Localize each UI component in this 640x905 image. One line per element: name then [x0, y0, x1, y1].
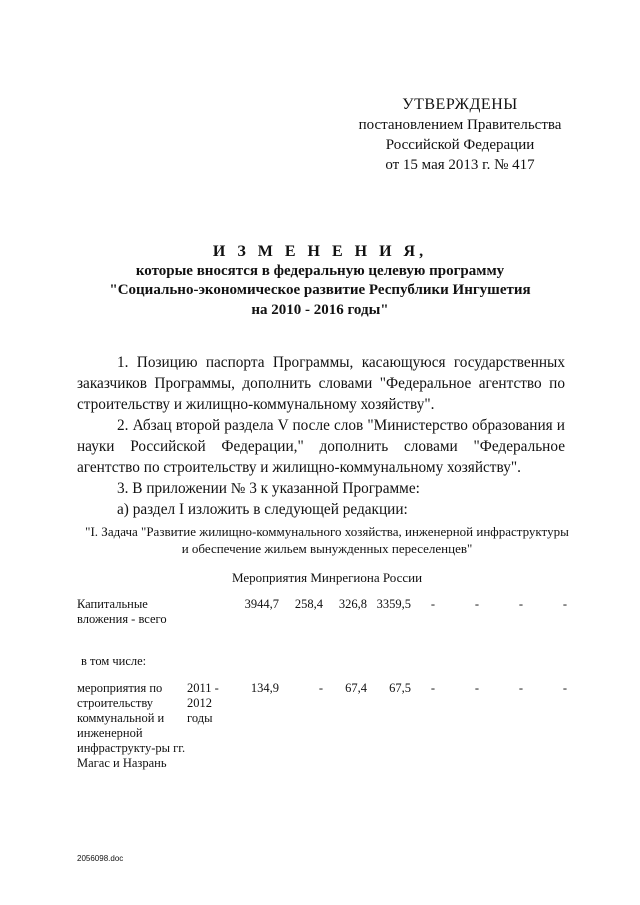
- row-label: мероприятия по строительству коммунальной и инженерной инфраструкту-ры гг. Магас и Назрань: [77, 681, 186, 770]
- value-cell: 258,4: [294, 597, 323, 611]
- approval-line: Российской Федерации: [385, 137, 535, 153]
- title-line: "Социально-экономическое развитие Республики Ингушетия: [109, 282, 531, 298]
- paragraph-3: 3. В приложении № 3 к указанной Программе:: [117, 480, 420, 497]
- value-cell: 134,9: [250, 681, 279, 695]
- value-cell: -: [474, 681, 480, 695]
- approval-line: постановлением Правительства: [358, 117, 562, 133]
- document-body: [77, 352, 565, 520]
- table-row: [77, 654, 587, 681]
- approval-heading: УТВЕРЖДЕНЫ: [402, 96, 518, 113]
- file-name-footer: 2056098.doc: [77, 854, 124, 863]
- task-line: и обеспечение жильем вынужденных переселенцев": [181, 541, 473, 556]
- value-cell: -: [430, 681, 436, 695]
- value-cell: 326,8: [338, 597, 367, 611]
- paragraph-2: 2. Абзац второй раздела V после слов "Министерство образования и науки Российской Федерации," дополнить словами "Федеральное агентство по строительству и жилищно-коммунальному хозяйству".: [77, 417, 565, 476]
- value-cell: -: [562, 681, 568, 695]
- paragraph-1: 1. Позицию паспорта Программы, касающуюся государственных заказчиков Программы, дополнить словами "Федеральное агентство по строительству и жилищно-коммунальному хозяйству".: [77, 354, 565, 413]
- title-line: которые вносятся в федеральную целевую программу: [135, 262, 505, 279]
- value-cell: -: [318, 681, 323, 695]
- row-period: [187, 597, 235, 654]
- approval-date: от 15 мая 2013 г. № 417: [385, 157, 535, 173]
- row-period: 2011 - 2012 годы: [187, 681, 219, 725]
- title-heading: И З М Е Н Е Н И Я,: [212, 243, 428, 260]
- row-label: Капитальные вложения - всего: [77, 597, 167, 626]
- task-heading: [77, 523, 577, 557]
- document-title: [80, 242, 560, 320]
- value-cell: 3944,7: [244, 597, 279, 611]
- value-cell: -: [518, 597, 524, 611]
- value-cell: -: [518, 681, 524, 695]
- value-cell: 67,4: [345, 681, 367, 695]
- value-cell: 3359,5: [376, 597, 411, 611]
- title-line: на 2010 - 2016 годы": [251, 301, 389, 318]
- value-cell: -: [474, 597, 480, 611]
- row-label: в том числе:: [81, 654, 147, 668]
- value-cell: 67,5: [389, 681, 411, 695]
- value-cell: -: [430, 597, 436, 611]
- funding-table: [77, 597, 587, 771]
- paragraph-4: а) раздел I изложить в следующей редакции:: [117, 501, 408, 518]
- section-subheading: Мероприятия Минрегиона России: [231, 570, 423, 585]
- approval-block: [340, 95, 580, 175]
- task-line: "I. Задача "Развитие жилищно-коммунального хозяйства, инженерной инфраструктуры: [85, 524, 569, 539]
- table-row: [77, 597, 587, 654]
- value-cell: -: [562, 597, 568, 611]
- table-row: [77, 681, 587, 771]
